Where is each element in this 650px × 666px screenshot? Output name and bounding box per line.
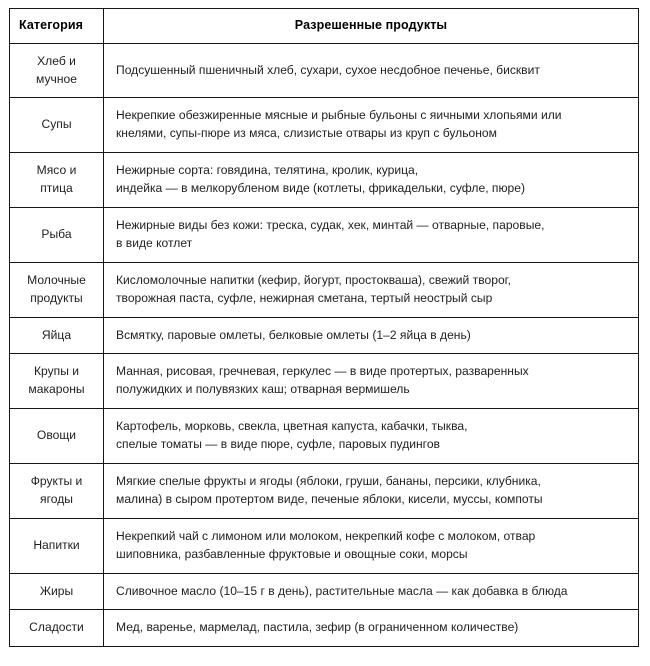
table-row [10,610,639,647]
category-text-line: Жиры [39,583,74,598]
products-cell [104,409,639,464]
category-cell [10,573,104,610]
table-row [10,354,639,409]
products-text-line: Всмятку, паровые омлеты, белковые омлеты (1–2 яйца в день) [116,327,471,342]
table-row [10,409,639,464]
products-text-line: спелые томаты — в виде пюре, суфле, паровых пудингов [116,437,440,452]
category-text-line: ягоды [40,491,73,506]
products-cell [104,98,639,153]
category-cell [10,153,104,208]
products-text-line: творожная паста, суфле, нежирная сметана, тертый неострый сыр [116,290,493,305]
products-text-line: Манная, рисовая, гречневая, геркулес — в виде протертых, разваренных [116,364,529,379]
table-row [10,43,639,98]
products-text-line: в виде котлет [116,235,193,250]
category-cell [10,610,104,647]
category-cell [10,262,104,317]
category-text-line: продукты [30,290,83,305]
table-row [10,262,639,317]
category-cell [10,207,104,262]
category-cell [10,409,104,464]
table-row [10,207,639,262]
table-row [10,463,639,518]
products-text-line: Подсушенный пшеничный хлеб, сухари, сухое несдобное печенье, бисквит [116,62,540,77]
category-text-line: Сладости [29,620,84,635]
products-cell [104,43,639,98]
category-text-line: Фрукты и [30,473,83,488]
products-cell [104,317,639,354]
products-text-line: Мягкие спелые фрукты и ягоды (яблоки, груши, бананы, персики, клубника, [116,473,541,488]
products-text-line: Нежирные сорта: говядина, телятина, кролик, курица, [116,163,419,178]
category-text-line: Напитки [33,537,80,552]
category-text-line: Рыба [41,226,72,241]
column-header-products: Разрешенные продукты [104,9,639,44]
products-cell [104,463,639,518]
products-cell [104,573,639,610]
table-header [10,9,639,44]
products-cell [104,262,639,317]
products-text-line: Некрепкий чай с лимоном или молоком, некрепкий кофе с молоком, отвар [116,528,536,543]
allowed-products-table [9,8,639,647]
category-cell [10,463,104,518]
products-text-line: Мед, варенье, мармелад, пастила, зефир (в ограниченном количестве) [116,620,519,635]
products-cell [104,518,639,573]
products-cell [104,207,639,262]
products-text-line: шиповника, разбавленные фруктовые и овощные соки, морсы [116,546,468,561]
category-text-line: макароны [28,382,85,397]
category-text-line: Хлеб и [37,53,76,68]
table-body [10,43,639,647]
products-text-line: Сливочное масло (10–15 г в день), растительные масла — как добавка в блюда [116,583,568,598]
category-text-line: Овощи [36,428,77,443]
category-cell [10,43,104,98]
products-text-line: индейка — в мелкорубленом виде (котлеты, фрикадельки, суфле, пюре) [116,181,526,196]
products-text-line: полужидких и полувязких каш; отварная вермишель [116,382,410,397]
category-cell [10,98,104,153]
category-text-line: Мясо и [36,163,77,178]
category-cell [10,518,104,573]
products-text-line: Нежирные виды без кожи: треска, судак, хек, минтай — отварные, паровые, [116,217,545,232]
category-text-line: мучное [36,71,77,86]
column-header-category: Категория [10,9,104,44]
category-text-line: Молочные [27,272,86,287]
products-cell [104,153,639,208]
table-row [10,573,639,610]
table-row [10,98,639,153]
products-text-line: кнелями, супы-пюре из мяса, слизистые отвары из круп с бульоном [116,126,497,141]
category-cell [10,317,104,354]
products-text-line: Кисломолочные напитки (кефир, йогурт, простокваша), свежий творог, [116,272,511,287]
category-text-line: Яйца [41,327,72,342]
table-row [10,317,639,354]
products-text-line: малина) в сыром протертом виде, печеные яблоки, кисели, муссы, компоты [116,491,543,506]
products-text-line: Картофель, морковь, свекла, цветная капуста, кабачки, тыква, [116,419,468,434]
category-text-line: Крупы и [33,364,80,379]
products-cell [104,354,639,409]
category-cell [10,354,104,409]
products-text-line: Некрепкие обезжиренные мясные и рыбные бульоны с яичными хлопьями или [116,108,562,123]
table-row [10,518,639,573]
category-text-line: птица [40,181,73,196]
table-header-row [10,9,639,44]
category-text-line: Супы [41,117,72,132]
table-row [10,153,639,208]
products-cell [104,610,639,647]
